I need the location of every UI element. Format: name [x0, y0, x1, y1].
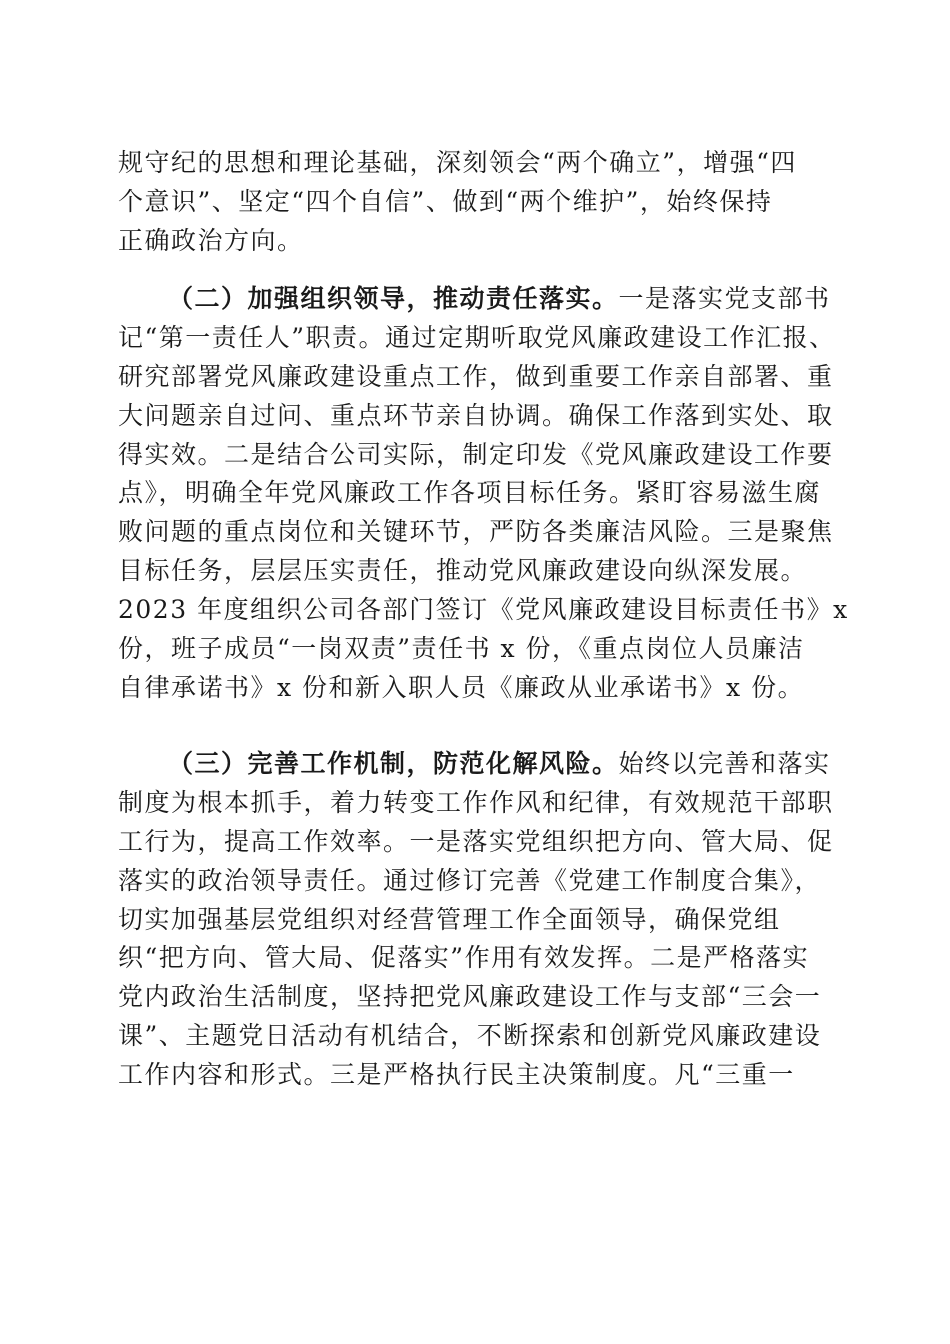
paragraph-3-line: 切实加强基层党组织对经营管理工作全面领导，确保党组 — [118, 904, 781, 934]
paragraph-2-line: 败问题的重点岗位和关键环节，严防各类廉洁风险。三是聚焦 — [118, 517, 834, 547]
paragraph-3-first-line — [118, 745, 830, 784]
paragraph-3-line: 课”、主题党日活动有机结合，不断探索和创新党风廉政建设 — [118, 1021, 822, 1051]
paragraph-2-line: 目标任务，层层压实责任，推动党风廉政建设向纵深发展。 — [118, 556, 808, 586]
section-heading-2: （二）加强组织领导，推动责任落实。 — [168, 284, 619, 313]
paragraph-3-line: 工作内容和形式。三是严格执行民主决策制度。凡“三重一 — [118, 1060, 795, 1090]
paragraph-2-line: 自律承诺书》x 份和新入职人员《廉政从业承诺书》x 份。 — [118, 672, 805, 702]
paragraph-3 — [118, 745, 834, 1095]
paragraph-3-line: 落实的政治领导责任。通过修订完善《党建工作制度合集》， — [118, 865, 822, 895]
paragraph-2-line: 研究部署党风廉政建设重点工作，做到重要工作亲自部署、重 — [118, 361, 834, 391]
section-heading-3: （三）完善工作机制，防范化解风险。 — [168, 749, 619, 778]
paragraph-1-line: 正确政治方向。 — [118, 225, 304, 255]
paragraph-2-line: 份，班子成员“一岗双责”责任书 x 份，《重点岗位人员廉洁 — [118, 634, 805, 664]
paragraph-3-line: 党内政治生活制度，坚持把党风廉政建设工作与支部“三会一 — [118, 982, 822, 1012]
paragraph-1-line: 规守纪的思想和理论基础，深刻领会“两个确立”，增强“四 — [118, 148, 797, 177]
paragraph-3-line: 制度为根本抓手，着力转变工作作风和纪律，有效规范干部职 — [118, 787, 834, 817]
paragraph-2-line: 记“第一责任人”职责。通过定期听取党风廉政建设工作汇报、 — [118, 322, 836, 352]
paragraph-2-first-line — [118, 280, 830, 319]
paragraph-1-line: 个意识”、坚定“四个自信”、做到“两个维护”，始终保持 — [118, 186, 773, 216]
paragraph-2-first-line-text: 一是落实党支部书 — [618, 284, 831, 313]
paragraph-2-line: 大问题亲自过问、重点环节亲自协调。确保工作落到实处、取 — [118, 400, 834, 430]
paragraph-3-line: 织“把方向、管大局、促落实”作用有效发挥。二是严格落实 — [118, 943, 810, 973]
paragraph-3-line: 工行为，提高工作效率。一是落实党组织把方向、管大局、促 — [118, 826, 834, 856]
paragraph-1 — [118, 144, 830, 261]
paragraph-2-line: 点》，明确全年党风廉政工作各项目标任务。紧盯容易滋生腐 — [118, 478, 822, 508]
paragraph-2 — [118, 280, 849, 708]
paragraph-2-line: 2023 年度组织公司各部门签订《党风廉政建设目标责任书》x — [118, 595, 849, 625]
paragraph-2-line: 得实效。二是结合公司实际，制定印发《党风廉政建设工作要 — [118, 439, 834, 469]
paragraph-3-first-line-text: 始终以完善和落实 — [618, 749, 831, 778]
